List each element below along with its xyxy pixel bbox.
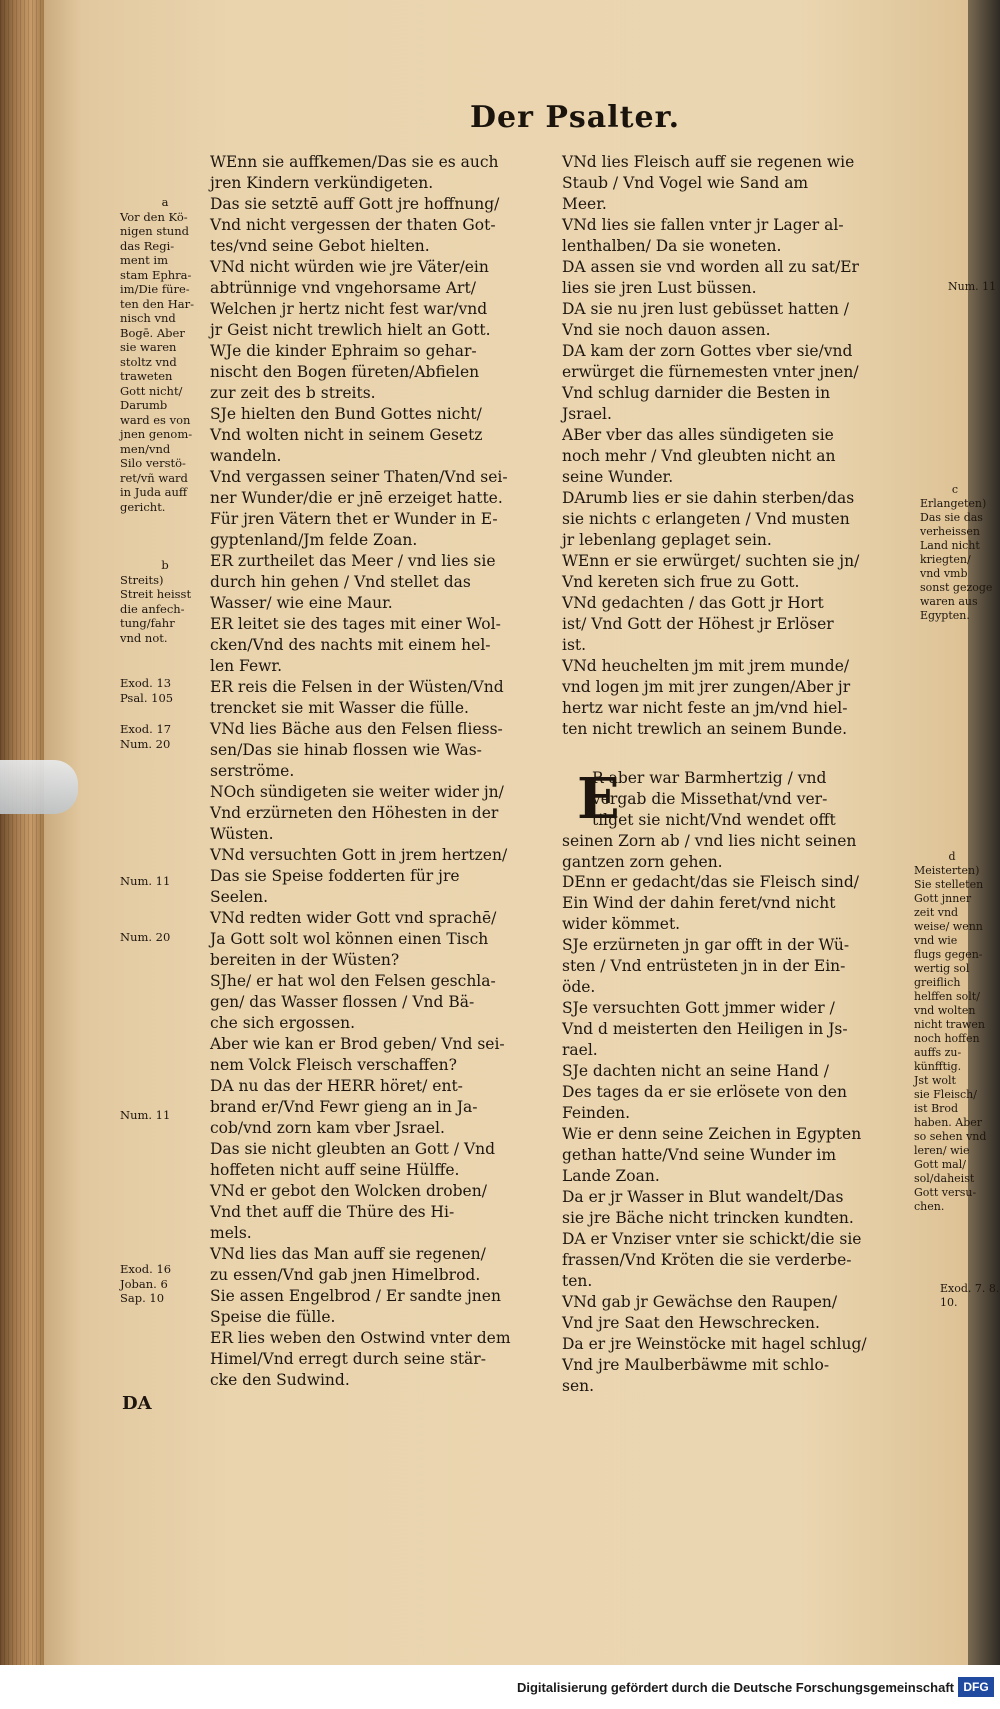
margin-note-line: Num. 11	[120, 1108, 171, 1122]
verse-line: ten.	[562, 1272, 593, 1290]
verse	[562, 425, 902, 488]
verse-line: jr Geist nicht trewlich hielt an Gott.	[210, 321, 491, 339]
verse-line: durch hin gehen / Vnd stellet das	[210, 573, 471, 591]
verse-line: vergab die Missethat/vnd ver-	[592, 790, 828, 808]
verse	[210, 194, 550, 257]
catchword: DA	[122, 1393, 152, 1414]
margin-note-line: nicht trawen	[914, 1018, 986, 1031]
verse	[210, 467, 550, 509]
verse-line: VNd lies Bäche aus den Felsen fliess-	[210, 720, 503, 738]
verse-line: Für jren Vätern thet er Wunder in E-	[210, 510, 498, 528]
verse-line: Vnd vergassen seiner Thaten/Vnd sei-	[210, 468, 508, 486]
verse-line: ER leitet sie des tages mit einer Wol-	[210, 615, 501, 633]
running-head: Der Psalter.	[470, 100, 681, 135]
margin-note-line: Sap. 10	[120, 1291, 165, 1305]
verse-line: DA er Vnziser vnter sie schickt/die sie	[562, 1230, 862, 1248]
margin-note-line: men/vnd	[120, 441, 171, 456]
verse	[562, 593, 902, 656]
margin-note	[120, 676, 210, 705]
verse-line: wider kömmet.	[562, 915, 681, 933]
margin-note-line: Num. 20	[120, 930, 171, 944]
margin-note-line: sol/daheist	[914, 1172, 975, 1185]
verse-line: Das sie setztē auff Gott jre hoffnung/	[210, 195, 500, 213]
margin-note	[948, 280, 997, 294]
margin-note-line: Gott jnner	[914, 892, 972, 905]
verse-line: VNd versuchten Gott in jrem hertzen/	[210, 846, 508, 864]
verse-line: tes/vnd seine Gebot hielten.	[210, 237, 430, 255]
verse-line: Meer.	[562, 195, 607, 213]
verse-line: Ja Gott solt wol können einen Tisch	[210, 930, 489, 948]
verse	[562, 1124, 902, 1187]
margin-note-line: Jst wolt	[914, 1074, 956, 1087]
margin-note-line: helffen solt/	[914, 990, 980, 1003]
verse-line: Welchen jr hertz nicht fest war/vnd	[210, 300, 488, 318]
funding-credit: Digitalisierung gefördert durch die Deutsche Forschungsgemeinschaft	[516, 1680, 954, 1695]
margin-note-line: ret/vñ ward	[120, 470, 188, 485]
verse-line: VNd gab jr Gewächse den Raupen/	[562, 1293, 838, 1311]
verse	[562, 768, 902, 873]
margin-note-line: weise/ wenn	[914, 920, 983, 933]
verse-line: rael.	[562, 1041, 598, 1059]
margin-note-line: auffs zu-	[914, 1046, 962, 1059]
margin-note-line: Num. 11	[948, 280, 997, 293]
margin-note-line: Egypten.	[920, 609, 970, 622]
verse-line: R aber war Barmhertzig / vnd	[592, 769, 827, 787]
verse-line: Vnd thet auff die Thüre des Hi-	[210, 1203, 455, 1221]
margin-note-line: Psal. 105	[120, 690, 174, 705]
verse-line: cken/Vnd des nachts mit einem hel-	[210, 636, 491, 654]
verse	[562, 551, 902, 593]
verse-line: Da er jre Weinstöcke mit hagel schlug/	[562, 1335, 867, 1353]
margin-note-line: nisch vnd	[120, 311, 176, 325]
verse-line: ten nicht trewlich an seinem Bunde.	[562, 720, 848, 738]
verse-line: Wie er denn seine Zeichen in Egypten	[562, 1125, 862, 1143]
margin-note	[914, 850, 990, 1214]
margin-note-line: Silo verstö-	[120, 456, 186, 470]
verse-line: öde.	[562, 978, 596, 996]
verse-line: gethan hatte/Vnd seine Wunder im	[562, 1146, 837, 1164]
verse-line: ist/ Vnd Gott der Höhest jr Erlöser	[562, 615, 834, 633]
margin-note-line: die anfech-	[120, 601, 185, 616]
verse-line: abtrünnige vnd vngehorsame Art/	[210, 279, 476, 297]
verse	[210, 1286, 550, 1328]
right-text-column-lower	[562, 872, 902, 1395]
margin-note-line: vnd wolten	[914, 1004, 976, 1017]
verse-line: Ein Wind der dahin feret/vnd nicht	[562, 894, 836, 912]
verse-line: ABer vber das alles sündigeten sie	[562, 426, 834, 444]
left-text-column	[210, 152, 550, 1430]
verse-line: VNd heuchelten jm mit jrem munde/	[562, 657, 850, 675]
verse-line: DA sie nu jren lust gebüsset hatten /	[562, 300, 850, 318]
verse-line: ER reis die Felsen in der Wüsten/Vnd	[210, 678, 504, 696]
verse-line: frassen/Vnd Kröten die sie verderbe-	[562, 1251, 852, 1269]
verse-line: sie jre Bäche nicht trincken kundten.	[562, 1209, 854, 1227]
verse-line: ER zurtheilet das Meer / vnd lies sie	[210, 552, 496, 570]
verse-line: VNd nicht würden wie jre Väter/ein	[210, 258, 489, 276]
margin-note-line: tung/fahr	[120, 616, 175, 630]
right-text-column-upper	[562, 152, 902, 762]
margin-note-line: d	[948, 850, 956, 863]
drop-initial: E	[577, 766, 620, 832]
margin-note	[120, 930, 210, 945]
margin-note-line: so sehen vnd	[914, 1130, 987, 1143]
margin-note-line: verheissen	[920, 525, 980, 538]
verse-line: bereiten in der Wüsten?	[210, 951, 400, 969]
verse	[562, 488, 902, 551]
right-text-column-indent	[562, 768, 902, 872]
margin-note-line: Bogē. Aber	[120, 325, 185, 340]
margin-note-line: Das sie das	[920, 511, 983, 524]
verse-line: Des tages da er sie erlösete von den	[562, 1083, 847, 1101]
margin-note-line: flugs gegen-	[914, 948, 983, 961]
margin-note-line: wertig sol	[914, 962, 970, 975]
verse-line: seine Wunder.	[562, 468, 674, 486]
margin-note-line: sie waren	[120, 340, 177, 354]
bookmark-tab	[0, 760, 78, 814]
verse	[210, 971, 550, 1034]
verse-line: Sie assen Engelbrod / Er sandte jnen	[210, 1287, 501, 1305]
margin-note-line: jnen genom-	[120, 427, 193, 441]
verse	[210, 152, 550, 194]
verse-line: erwürget die fürnemesten vnter jnen/	[562, 363, 859, 381]
verse-line: DA nu das der HERR höret/ ent-	[210, 1077, 463, 1095]
verse-line: zur zeit des b streits.	[210, 384, 376, 402]
verse-line: mels.	[210, 1224, 252, 1242]
margin-note-line: Exod. 17	[120, 722, 172, 736]
verse-line: ER lies weben den Ostwind vnter dem	[210, 1329, 511, 1347]
margin-note-line: a	[161, 195, 169, 209]
margin-note	[120, 1262, 210, 1306]
margin-note-line: Vor den Kö-	[120, 209, 188, 224]
margin-note-line: Land nicht	[920, 539, 980, 552]
margin-note-line: in Juda auff	[120, 485, 188, 499]
verse	[562, 1061, 902, 1124]
verse-line: Jsrael.	[562, 405, 612, 423]
verse-line: DA kam der zorn Gottes vber sie/vnd	[562, 342, 853, 360]
verse-line: DA assen sie vnd worden all zu sat/Er	[562, 258, 859, 276]
margin-note-line: noch hoffen	[914, 1032, 980, 1045]
verse-line: SJe versuchten Gott jmmer wider /	[562, 999, 835, 1017]
verse-line: Wüsten.	[210, 825, 274, 843]
verse-line: sen.	[562, 1377, 595, 1395]
verse-line: vnd logen jm mit jrer zungen/Aber jr	[562, 678, 851, 696]
margin-note-line: gericht.	[120, 499, 166, 514]
verse-line: SJe hielten den Bund Gottes nicht/	[210, 405, 482, 423]
verse-line: lenthalben/ Da sie woneten.	[562, 237, 782, 255]
margin-note-line: Exod. 7. 8.	[940, 1282, 1000, 1295]
margin-note	[120, 874, 210, 889]
margin-note	[120, 722, 210, 751]
margin-note-line: haben. Aber	[914, 1116, 983, 1129]
verse	[562, 257, 902, 299]
margin-note-line: kriegten/	[920, 553, 971, 566]
verse-line: jren Kindern verkündigeten.	[210, 174, 434, 192]
verse	[210, 404, 550, 467]
margin-note-line: leren/ wie	[914, 1144, 970, 1157]
margin-note-line: das Regi-	[120, 238, 175, 253]
verse-line: sen/Das sie hinab flossen wie Was-	[210, 741, 482, 759]
margin-note-line: traweten	[120, 369, 173, 383]
verse	[210, 1328, 550, 1391]
margin-note-line: Exod. 16	[120, 1262, 172, 1276]
verse	[210, 1181, 550, 1244]
verse-line: trencket sie mit Wasser die fülle.	[210, 699, 469, 717]
margin-note-line: ist Brod	[914, 1102, 959, 1115]
verse	[562, 998, 902, 1061]
verse-line: Lande Zoan.	[562, 1167, 660, 1185]
verse	[210, 614, 550, 677]
verse-line: cke den Sudwind.	[210, 1371, 350, 1389]
verse-line: serströme.	[210, 762, 295, 780]
verse-line: Vnd nicht vergessen der thaten Got-	[210, 216, 496, 234]
verse-line: Vnd sie noch dauon assen.	[562, 321, 771, 339]
verse-line: Vnd jre Maulberbäwme mit schlo-	[562, 1356, 830, 1374]
verse	[210, 908, 550, 971]
verse-line: ist.	[562, 636, 587, 654]
verse	[210, 551, 550, 614]
verse-line: noch mehr / Vnd gleubten nicht an	[562, 447, 836, 465]
verse	[562, 872, 902, 935]
verse-line: Vnd d meisterten den Heiligen in Js-	[562, 1020, 848, 1038]
verse-line: VNd redten wider Gott vnd sprachē/	[210, 909, 497, 927]
margin-note-line: Gott mal/	[914, 1158, 966, 1171]
verse	[210, 1139, 550, 1181]
verse-line: gyptenland/Jm felde Zoan.	[210, 531, 418, 549]
verse-line: VNd lies Fleisch auff sie regenen wie	[562, 153, 855, 171]
verse-line: Himel/Vnd erregt durch seine stär-	[210, 1350, 486, 1368]
dfg-logo: DFG	[958, 1677, 994, 1697]
margin-note-line: Exod. 13	[120, 676, 172, 690]
margin-note	[120, 195, 210, 514]
margin-note-line: waren aus	[920, 595, 978, 608]
margin-note	[120, 558, 210, 645]
verse-line: nem Volck Fleisch verschaffen?	[210, 1056, 457, 1074]
verse-line: Vnd erzürneten den Höhesten in der	[210, 804, 499, 822]
verse-line: WJe die kinder Ephraim so gehar-	[210, 342, 477, 360]
verse-line: WEnn er sie erwürget/ suchten sie jn/	[562, 552, 860, 570]
verse-line: seinen Zorn ab / vnd lies nicht seinen	[562, 832, 857, 850]
verse	[562, 299, 902, 341]
verse-line: VNd lies sie fallen vnter jr Lager al-	[562, 216, 844, 234]
verse	[210, 677, 550, 719]
margin-note-line: c	[951, 483, 959, 496]
margin-note-line: zeit vnd	[914, 906, 959, 919]
verse-line: cob/vnd zorn kam vber Jsrael.	[210, 1119, 445, 1137]
verse-line: Wasser/ wie eine Maur.	[210, 594, 393, 612]
verse-line: ner Wunder/die er jnē erzeiget hatte.	[210, 489, 503, 507]
margin-note-line: Gott nicht/	[120, 383, 183, 398]
margin-note-line: greiflich	[914, 976, 961, 989]
verse-line: gen/ das Wasser flossen / Vnd Bä-	[210, 993, 475, 1011]
verse-line: SJhe/ er hat wol den Felsen geschla-	[210, 972, 496, 990]
margin-note-line: ward es von	[120, 412, 191, 427]
verse-line: Das sie nicht gleubten an Gott / Vnd	[210, 1140, 496, 1158]
margin-note-line: im/Die füre-	[120, 282, 190, 296]
verse-line: brand er/Vnd Fewr gieng an in Ja-	[210, 1098, 478, 1116]
verse-line: Da er jr Wasser in Blut wandelt/Das	[562, 1188, 844, 1206]
verse	[562, 1187, 902, 1229]
verse-line: Seelen.	[210, 888, 269, 906]
verse-line: SJe erzürneten jn gar offt in der Wü-	[562, 936, 850, 954]
verse-line: che sich ergossen.	[210, 1014, 356, 1032]
verse-line: Vnd jre Saat den Hewschrecken.	[562, 1314, 820, 1332]
margin-note-line: sonst gezoge	[920, 581, 993, 594]
verse-line: gantzen zorn gehen.	[562, 853, 723, 871]
verse-line: Vnd schlug darnider die Besten in	[562, 384, 831, 402]
verse	[562, 656, 902, 740]
margin-note-line: künfftig.	[914, 1060, 962, 1073]
margin-note-line: sie Fleisch/	[914, 1088, 977, 1101]
margin-note-line: stam Ephra-	[120, 267, 192, 282]
margin-note-line: b	[161, 558, 169, 572]
verse	[210, 1034, 550, 1076]
verse-line: VNd gedachten / das Gott jr Hort	[562, 594, 824, 612]
verse-line: Feinden.	[562, 1104, 631, 1122]
verse	[562, 341, 902, 425]
verse-line: hertz war nicht feste an jm/vnd hiel-	[562, 699, 848, 717]
margin-note-line: Darumb	[120, 398, 168, 412]
margin-note-line: stoltz vnd	[120, 354, 177, 369]
margin-note-line: 10.	[940, 1296, 958, 1309]
margin-note-line: Streit heisst	[120, 587, 192, 601]
verse-line: Vnd wolten nicht in seinem Gesetz	[210, 426, 483, 444]
verse-line: jr lebenlang geplaget sein.	[562, 531, 772, 549]
verse-line: lies sie jren Lust büssen.	[562, 279, 757, 297]
verse-line: Staub / Vnd Vogel wie Sand am	[562, 174, 809, 192]
verse-line: Das sie Speise fodderten für jre	[210, 867, 460, 885]
verse-line: Vnd kereten sich frue zu Gott.	[562, 573, 800, 591]
verse	[210, 509, 550, 551]
margin-note-line: Meisterten)	[914, 864, 980, 877]
margin-note-line: Erlangeten)	[920, 497, 987, 510]
verse	[562, 1229, 902, 1292]
verse	[210, 257, 550, 341]
verse	[562, 1292, 902, 1334]
verse-line: WEnn sie auffkemen/Das sie es auch	[210, 153, 499, 171]
margin-note-line: ment im	[120, 253, 168, 267]
margin-note-line: Gott versu-	[914, 1186, 977, 1199]
margin-note-line: Joban. 6	[120, 1276, 168, 1291]
verse	[210, 782, 550, 845]
verse	[210, 845, 550, 908]
verse-line: DEnn er gedacht/das sie Fleisch sind/	[562, 873, 859, 891]
verse-line: wandeln.	[210, 447, 282, 465]
verse	[562, 1334, 902, 1397]
verse-line: SJe dachten nicht an seine Hand /	[562, 1062, 829, 1080]
margin-note-line: vnd wie	[914, 934, 958, 947]
verse	[210, 719, 550, 782]
margin-note-line: Sie stelleten	[914, 878, 984, 891]
verse-line: NOch sündigeten sie weiter wider jn/	[210, 783, 504, 801]
verse-line: hoffeten nicht auff seine Hülffe.	[210, 1161, 460, 1179]
verse-line: sie nichts c erlangeten / Vnd musten	[562, 510, 850, 528]
verse	[210, 1244, 550, 1286]
margin-note-line: Streits)	[120, 572, 164, 587]
verse-line: Aber wie kan er Brod geben/ Vnd sei-	[210, 1035, 505, 1053]
verse-line: DArumb lies er sie dahin sterben/das	[562, 489, 855, 507]
verse-line: VNd er gebot den Wolcken droben/	[210, 1182, 487, 1200]
margin-note-line: vnd vmb	[920, 567, 968, 580]
verse-line: Speise die fülle.	[210, 1308, 336, 1326]
verse-line: VNd lies das Man auff sie regenen/	[210, 1245, 486, 1263]
verse	[210, 341, 550, 404]
margin-note-line: ten den Har-	[120, 296, 194, 311]
margin-note-line: Num. 11	[120, 874, 171, 888]
verse	[562, 215, 902, 257]
margin-note-line: vnd not.	[120, 630, 168, 645]
verse	[562, 935, 902, 998]
margin-note	[120, 1108, 210, 1123]
verse	[562, 152, 902, 215]
margin-note-line: Num. 20	[120, 736, 171, 751]
page-gutter-shadow	[968, 0, 1000, 1665]
margin-note	[940, 1282, 1000, 1310]
margin-note-line: nigen stund	[120, 224, 190, 238]
verse-line: sten / Vnd entrüsteten jn in der Ein-	[562, 957, 846, 975]
margin-note-line: chen.	[914, 1200, 945, 1213]
verse-line: zu essen/Vnd gab jnen Himelbrod.	[210, 1266, 481, 1284]
verse	[210, 1076, 550, 1139]
verse-line: len Fewr.	[210, 657, 283, 675]
verse-line: nischt den Bogen füreten/Abfielen	[210, 363, 480, 381]
verse-line: tilget sie nicht/Vnd wendet offt	[592, 811, 836, 829]
margin-note	[920, 483, 993, 623]
